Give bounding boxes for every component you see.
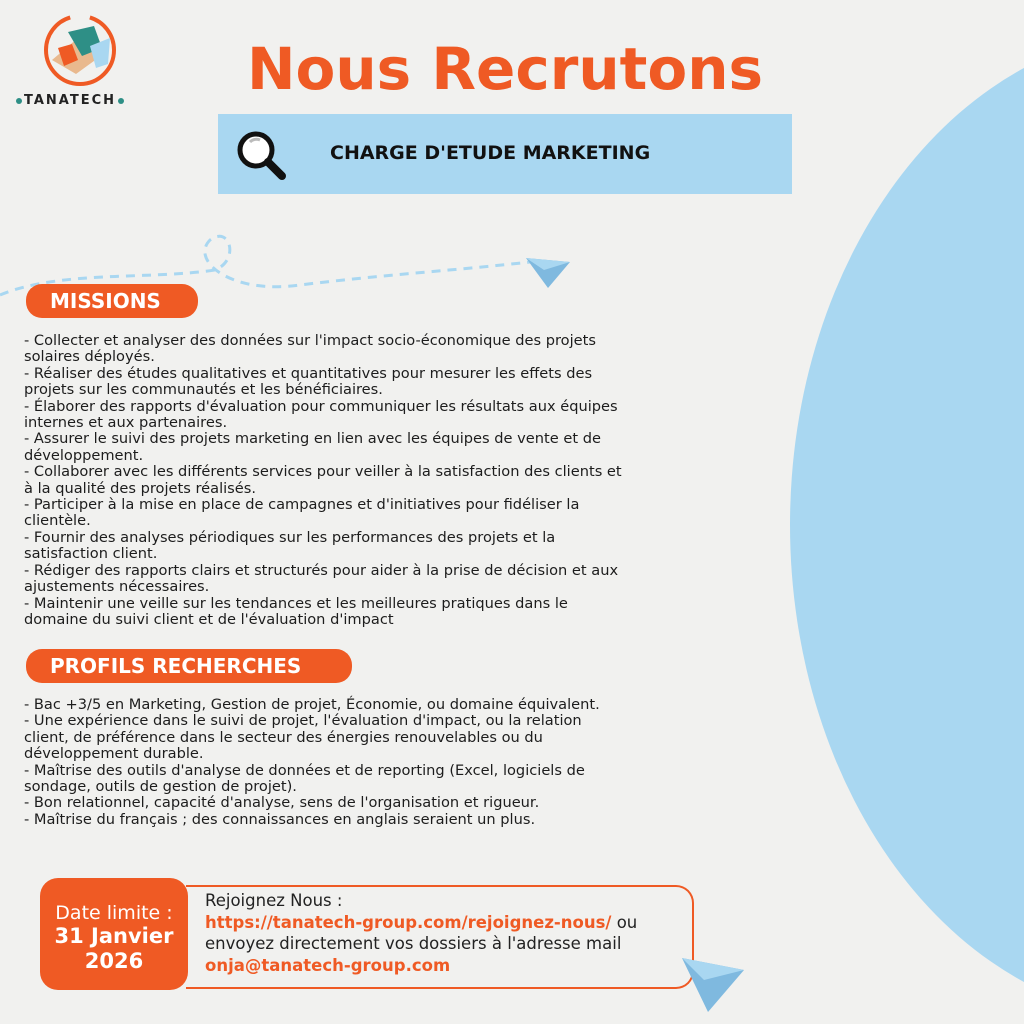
profil-line: - Bac +3/5 en Marketing, Gestion de projet, Économie, ou domaine équivalent. [24, 696, 600, 713]
mission-line: internes et aux partenaires. [24, 414, 228, 432]
join-url-line [205, 912, 725, 934]
dot-icon [16, 98, 22, 104]
mission-line: - Maintenir une veille sur les tendances et les meilleures pratiques dans le [24, 594, 568, 612]
missions-heading: MISSIONS [26, 284, 198, 318]
mission-line: - Participer à la mise en place de campagnes et d'initiatives pour fidéliser la [24, 496, 580, 514]
deadline-label: Date limite : [55, 902, 173, 924]
mission-line: - Assurer le suivi des projets marketing en lien avec les équipes de vente et de [24, 430, 601, 448]
mission-line: développement. [24, 446, 144, 464]
profil-line: sondage, outils de gestion de projet). [24, 778, 297, 796]
dot-icon [118, 98, 124, 104]
join-url-link[interactable]: https://tanatech-group.com/rejoignez-nous/ [205, 912, 612, 932]
mission-line: - Fournir des analyses périodiques sur les performances des projets et la [24, 528, 556, 546]
join-intro: Rejoignez Nous : [205, 891, 343, 910]
mission-line: clientèle. [24, 512, 91, 530]
deadline-date-line2: 2026 [84, 949, 144, 973]
mission-line: - Élaborer des rapports d'évaluation pour communiquer les résultats aux équipes [24, 397, 618, 415]
deadline-date-line1: 31 Janvier [54, 924, 174, 948]
mission-line: domaine du suivi client et de l'évaluation d'impact [24, 610, 394, 628]
paper-plane-icon [678, 950, 748, 1014]
join-instruction: envoyez directement vos dossiers à l'adresse mail [205, 934, 622, 953]
missions-list [24, 333, 724, 628]
mission-line: satisfaction client. [24, 545, 158, 563]
mission-line: à la qualité des projets réalisés. [24, 479, 257, 497]
profil-line: - Maîtrise du français ; des connaissances en anglais seraient un plus. [24, 810, 536, 828]
mission-line: - Rédiger des rapports clairs et structurés pour aider à la prise de décision et aux [24, 561, 619, 579]
profils-heading: PROFILS RECHERCHES [26, 649, 352, 683]
tanatech-logo-icon [38, 8, 122, 92]
mission-line: - Collaborer avec les différents services pour veiller à la satisfaction des clients et [24, 463, 622, 481]
contact-email-link[interactable]: onja@tanatech-group.com [205, 955, 451, 975]
deadline-badge [40, 878, 188, 990]
profil-line: - Une expérience dans le suivi de projet, l'évaluation d'impact, ou la relation [24, 712, 582, 730]
brand-name: TANATECH [14, 93, 154, 108]
paper-plane-icon [524, 250, 572, 290]
mission-line: solaires déployés. [24, 348, 155, 366]
profil-line: client, de préférence dans le secteur des énergies renouvelables ou du [24, 728, 543, 746]
mission-line: ajustements nécessaires. [24, 578, 210, 596]
page-title: Nous Recrutons [246, 35, 764, 103]
mission-line: projets sur les communautés et les bénéficiaires. [24, 381, 383, 399]
profil-line: - Maîtrise des outils d'analyse de données et de reporting (Excel, logiciels de [24, 761, 585, 779]
contact-text [205, 890, 725, 976]
job-title-banner [218, 114, 792, 194]
profil-line: - Bon relationnel, capacité d'analyse, sens de l'organisation et rigueur. [24, 794, 540, 812]
job-title: CHARGE D'ETUDE MARKETING [330, 142, 651, 164]
join-url-suffix: ou [611, 912, 638, 932]
profil-line: développement durable. [24, 745, 204, 763]
mission-line: - Réaliser des études qualitatives et quantitatives pour mesurer les effets des [24, 364, 593, 382]
mission-line: - Collecter et analyser des données sur l'impact socio-économique des projets [24, 332, 596, 349]
search-icon [232, 128, 292, 184]
profils-list [24, 697, 734, 828]
